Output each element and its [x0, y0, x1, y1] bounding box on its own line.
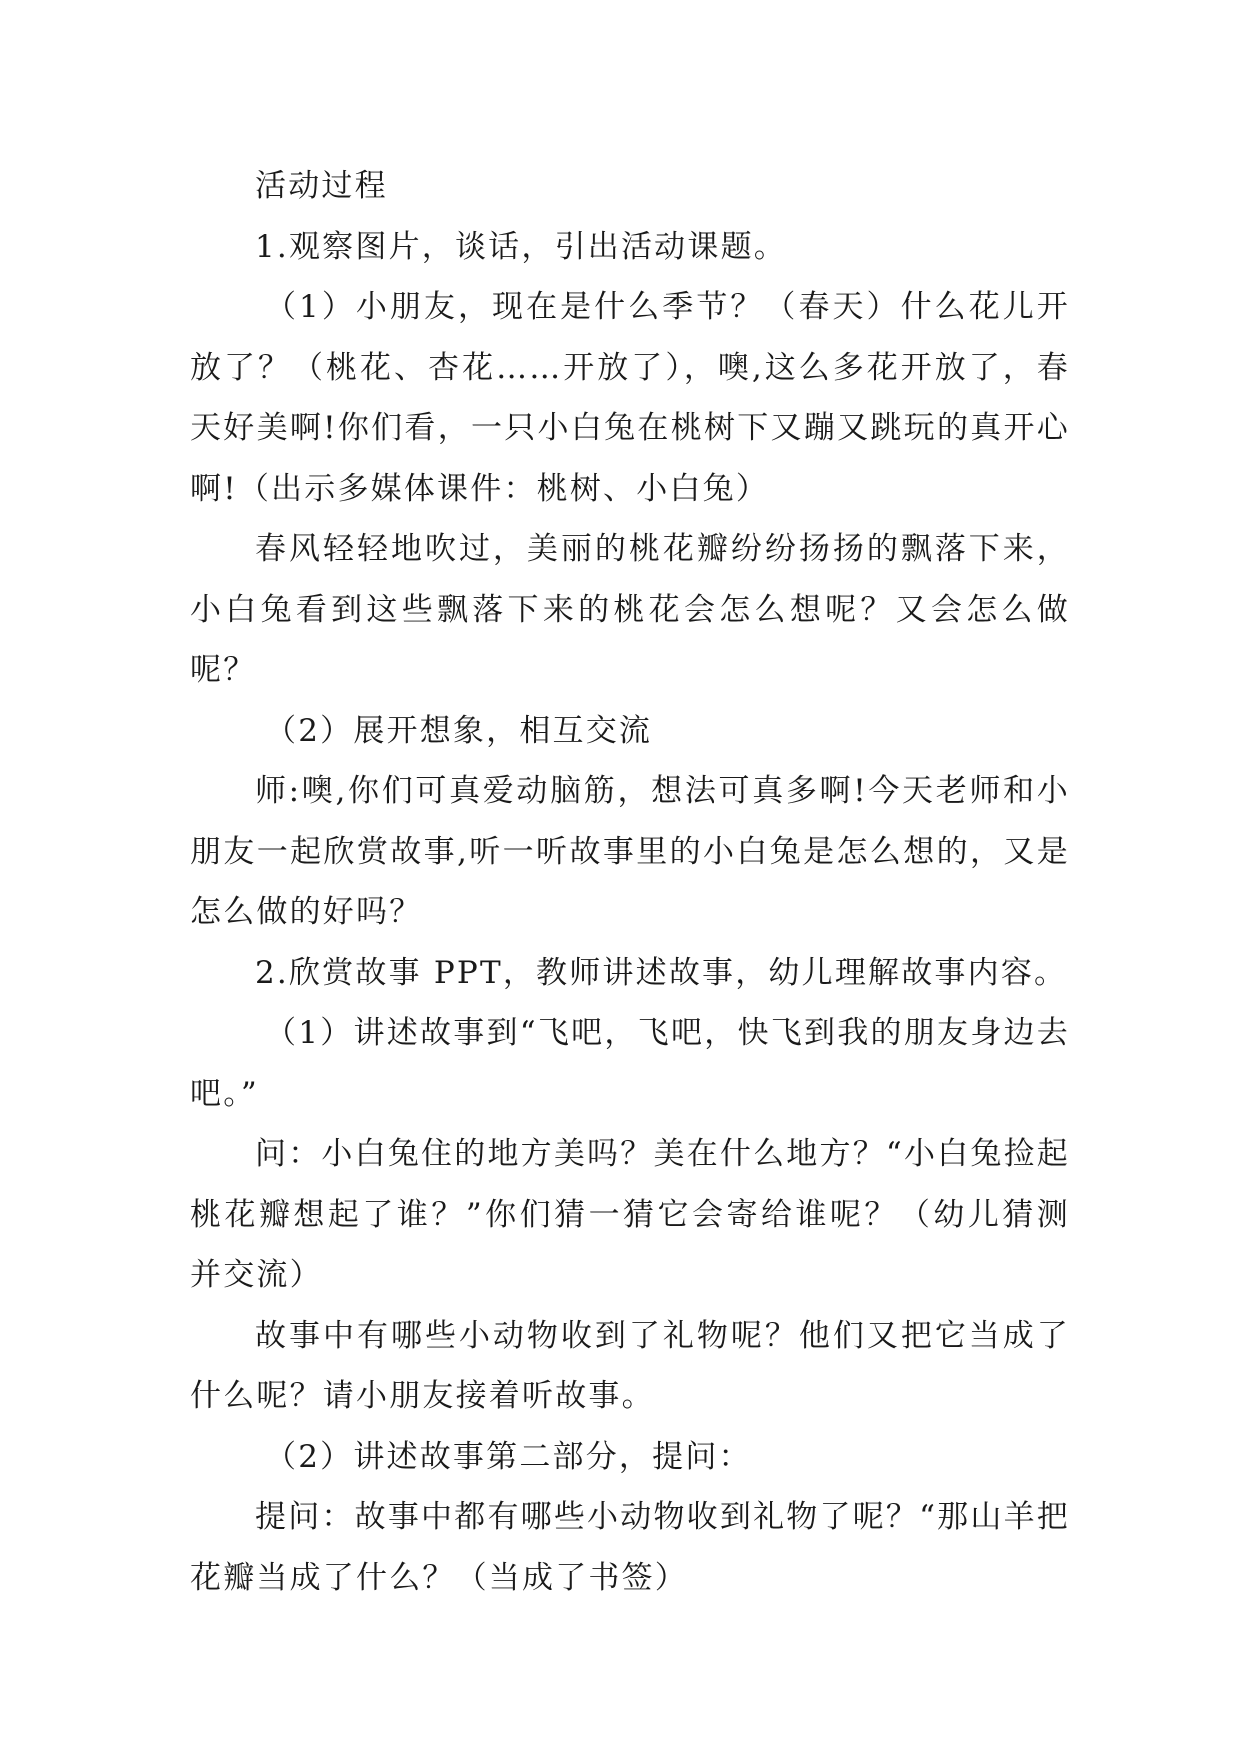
document-body [190, 156, 1070, 1608]
paragraph: 1.观察图片，谈话，引出活动课题。 [255, 228, 787, 265]
paragraph: （2）展开想象，相互交流 [265, 712, 653, 749]
paragraph: 2.欣赏故事 PPT，教师讲述故事，幼儿理解故事内容。 [255, 954, 1068, 991]
paragraph: （1）小朋友，现在是什么季节？（春天）什么花儿开放了？（桃花、杏花……开放了），噢,这么多花开放了，春天好美啊!你们看，一只小白兔在桃树下又蹦又跳玩的真开心啊!（出示多媒体课件：桃树、小白兔） [190, 289, 1070, 507]
paragraph: 春风轻轻地吹过，美丽的桃花瓣纷纷扬扬的飘落下来，小白兔看到这些飘落下来的桃花会怎么想呢？又会怎么做呢？ [190, 531, 1070, 688]
paragraph: 故事中有哪些小动物收到了礼物呢？他们又把它当成了什么呢？请小朋友接着听故事。 [190, 1317, 1070, 1414]
paragraph: 问：小白兔住的地方美吗？美在什么地方？“小白兔捡起桃花瓣想起了谁？”你们猜一猜它会寄给谁呢？（幼儿猜测并交流） [190, 1136, 1070, 1293]
section-heading: 活动过程 [255, 168, 388, 204]
paragraph: （2）讲述故事第二部分，提问： [265, 1438, 752, 1475]
paragraph: 提问：故事中都有哪些小动物收到礼物了呢？“那山羊把花瓣当成了什么？（当成了书签） [190, 1499, 1070, 1596]
paragraph: 师:噢,你们可真爱动脑筋，想法可真多啊!今天老师和小朋友一起欣赏故事,听一听故事里的小白兔是怎么想的，又是怎么做的好吗？ [190, 773, 1070, 930]
paragraph: （1）讲述故事到“飞吧，飞吧，快飞到我的朋友身边去吧。” [190, 1015, 1070, 1112]
